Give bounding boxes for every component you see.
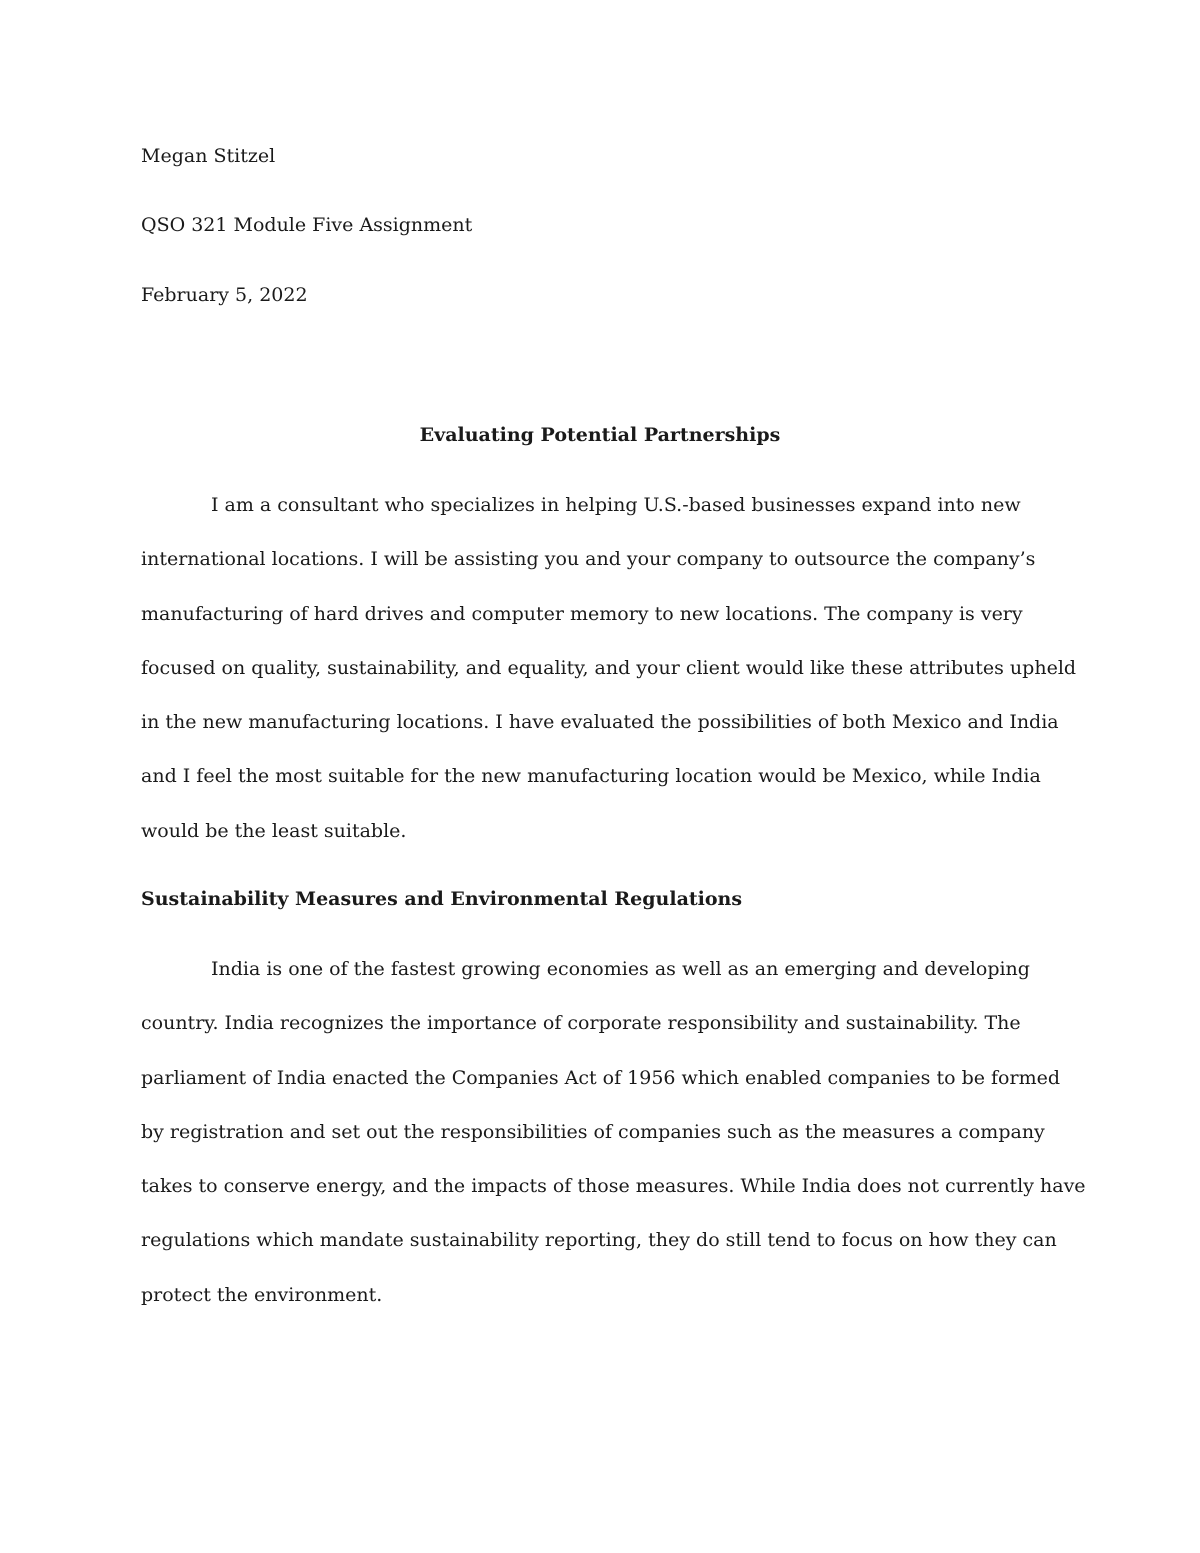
paragraph-line: and I feel the most suitable for the new manufacturing location would be Mexico, while India bbox=[141, 765, 1041, 788]
author-name: Megan Stitzel bbox=[141, 145, 276, 167]
paragraph-line: country. India recognizes the importance of corporate responsibility and sustainability. The bbox=[141, 1012, 1021, 1035]
paragraph-line: takes to conserve energy, and the impacts of those measures. While India does not currently have bbox=[141, 1175, 1086, 1198]
course-title: QSO 321 Module Five Assignment bbox=[141, 214, 473, 236]
paragraph-line: manufacturing of hard drives and computer memory to new locations. The company is very bbox=[141, 602, 1023, 625]
paragraph-line: protect the environment. bbox=[141, 1283, 383, 1306]
paragraph-line: focused on quality, sustainability, and equality, and your client would like these attributes upheld bbox=[141, 656, 1077, 679]
paragraph-line: would be the least suitable. bbox=[141, 819, 407, 842]
paragraph-line: parliament of India enacted the Companies Act of 1956 which enabled companies to be formed bbox=[141, 1066, 1061, 1089]
paragraph-line: I am a consultant who specializes in helping U.S.-based businesses expand into new bbox=[211, 494, 1021, 516]
paragraph-line: regulations which mandate sustainability reporting, they do still tend to focus on how they can bbox=[141, 1229, 1057, 1252]
paragraph-line: India is one of the fastest growing economies as well as an emerging and developing bbox=[211, 958, 1030, 980]
paragraph-line: by registration and set out the responsibilities of companies such as the measures a company bbox=[141, 1120, 1045, 1143]
paragraph-line: international locations. I will be assisting you and your company to outsource the company’s bbox=[141, 548, 1036, 571]
document-title: Evaluating Potential Partnerships bbox=[419, 424, 781, 446]
section-heading: Sustainability Measures and Environmental Regulations bbox=[141, 888, 743, 910]
intro-paragraph bbox=[141, 478, 1077, 858]
section-paragraph bbox=[141, 942, 1086, 1322]
paragraph-line: in the new manufacturing locations. I have evaluated the possibilities of both Mexico and India bbox=[141, 711, 1059, 734]
document-date: February 5, 2022 bbox=[141, 284, 308, 306]
